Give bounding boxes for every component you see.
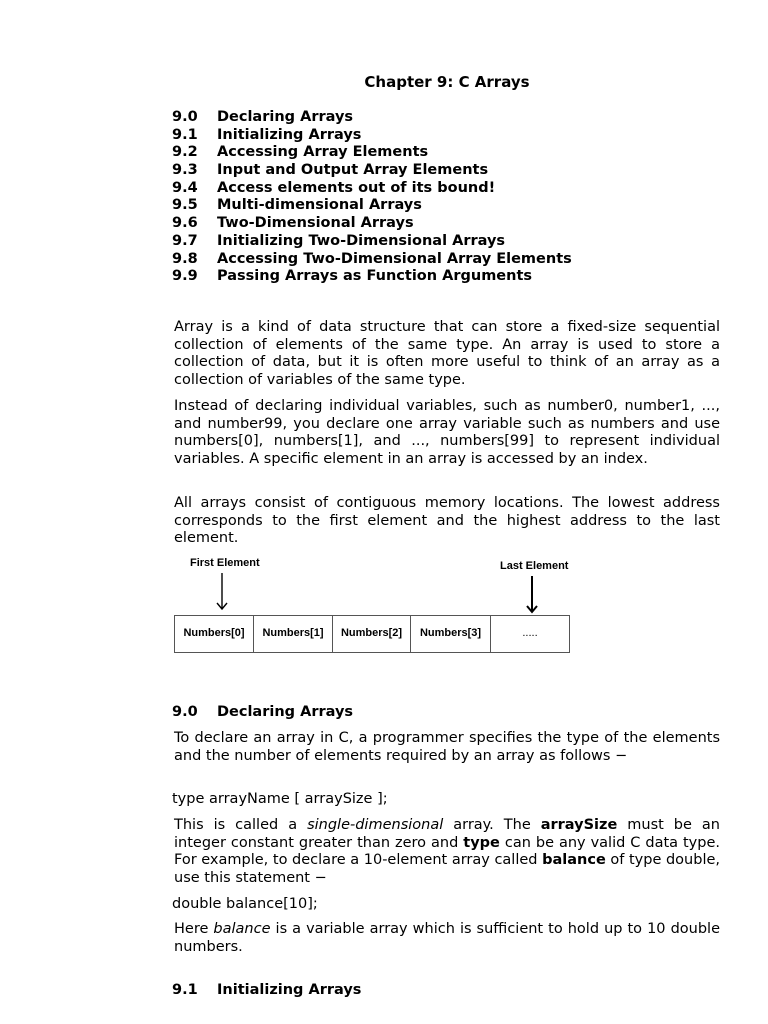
toc-number: 9.9 xyxy=(172,268,198,285)
toc-number: 9.8 xyxy=(172,250,198,267)
chapter-title: Chapter 9: C Arrays xyxy=(364,73,530,91)
declare-paragraph: To declare an array in C, a programmer specifies the type of the elements and the number of elements required by an array as follows − xyxy=(174,730,720,764)
toc-title: Multi-dimensional Arrays xyxy=(217,197,422,214)
code-balance-declaration: double balance[10]; xyxy=(172,896,318,912)
toc-title: Declaring Arrays xyxy=(217,109,354,125)
text-run: This is called a xyxy=(174,817,308,833)
toc-item xyxy=(172,144,732,162)
toc-number: 9.7 xyxy=(172,232,198,249)
section-heading-9-0 xyxy=(172,704,353,722)
code-declaration-syntax: type arrayName [ arraySize ]; xyxy=(172,791,388,807)
toc-number: 9.1 xyxy=(172,126,198,143)
toc-item xyxy=(172,197,732,215)
toc-title: Access elements out of its bound! xyxy=(217,179,496,196)
toc-title: Initializing Two-Dimensional Arrays xyxy=(217,232,506,249)
toc-item xyxy=(172,180,732,198)
toc-number: 9.3 xyxy=(172,162,198,179)
array-cell: ..... xyxy=(491,616,570,652)
toc-number: 9.4 xyxy=(172,179,198,196)
toc-title: Accessing Two-Dimensional Array Elements xyxy=(217,250,572,267)
section-title: Initializing Arrays xyxy=(217,982,362,998)
text-run: array. The xyxy=(443,817,541,833)
last-element-arrow-icon xyxy=(526,576,538,614)
toc-item xyxy=(172,215,732,233)
section-heading-9-1 xyxy=(172,982,361,1000)
section-title: Declaring Arrays xyxy=(217,704,354,720)
toc-item xyxy=(172,109,732,127)
text-run-bold: arraySize xyxy=(540,817,618,833)
array-cell: Numbers[1] xyxy=(254,616,333,652)
toc-title: Two-Dimensional Arrays xyxy=(217,215,414,232)
table-of-contents xyxy=(172,109,732,286)
text-run: of type double, use this statement − xyxy=(174,852,721,886)
toc-item xyxy=(172,251,732,269)
toc-item xyxy=(172,233,732,251)
array-cell: Numbers[2] xyxy=(333,616,411,652)
toc-item xyxy=(172,162,732,180)
toc-number: 9.5 xyxy=(172,197,198,214)
toc-title: Accessing Array Elements xyxy=(217,144,429,161)
toc-number: 9.0 xyxy=(172,109,198,125)
first-element-label: First Element xyxy=(190,557,260,569)
toc-number: 9.2 xyxy=(172,144,198,161)
text-run: is a variable array which is sufficient to hold up to 10 double numbers. xyxy=(174,921,720,955)
first-element-arrow-icon xyxy=(216,573,228,611)
single-dimensional-paragraph xyxy=(174,817,720,887)
text-run-bold: balance xyxy=(542,852,606,868)
array-cells xyxy=(174,615,570,653)
toc-title: Input and Output Array Elements xyxy=(217,162,489,179)
toc-item xyxy=(172,268,732,286)
toc-item xyxy=(172,127,732,145)
balance-paragraph xyxy=(174,921,720,956)
text-run: can be any valid C data type. For example, to declare a 10-element array called xyxy=(174,834,720,868)
array-cell: Numbers[0] xyxy=(175,616,254,652)
text-run-italic: balance xyxy=(213,921,271,937)
array-cell: Numbers[3] xyxy=(411,616,491,652)
array-memory-figure xyxy=(174,554,574,656)
intro-paragraph-2: Instead of declaring individual variables, such as number0, number1, ..., and number99, you declare one array variable such as numbers and use numbers[0], numbers[1], and ..., numbers[99] to represent individual variables. A specific element in an array is accessed by an index. xyxy=(174,398,720,467)
intro-paragraph-1: Array is a kind of data structure that can store a fixed-size sequential collection of elements of the same type. An array is used to store a collection of data, but it is often more useful to think of an array as a collection of variables of the same type. xyxy=(174,319,720,388)
text-run-bold: type xyxy=(463,834,500,851)
last-element-label: Last Element xyxy=(500,560,569,572)
toc-title: Passing Arrays as Function Arguments xyxy=(217,268,533,285)
section-number: 9.1 xyxy=(172,982,198,998)
section-number: 9.0 xyxy=(172,704,198,720)
toc-title: Initializing Arrays xyxy=(217,126,362,143)
toc-number: 9.6 xyxy=(172,215,198,232)
text-run: must be an integer constant greater than zero and xyxy=(174,817,720,851)
text-run: Here xyxy=(174,921,214,937)
intro-paragraph-3: All arrays consist of contiguous memory locations. The lowest address corresponds to the first element and the highest address to the last element. xyxy=(174,495,720,546)
text-run-italic: single-dimensional xyxy=(307,817,444,833)
